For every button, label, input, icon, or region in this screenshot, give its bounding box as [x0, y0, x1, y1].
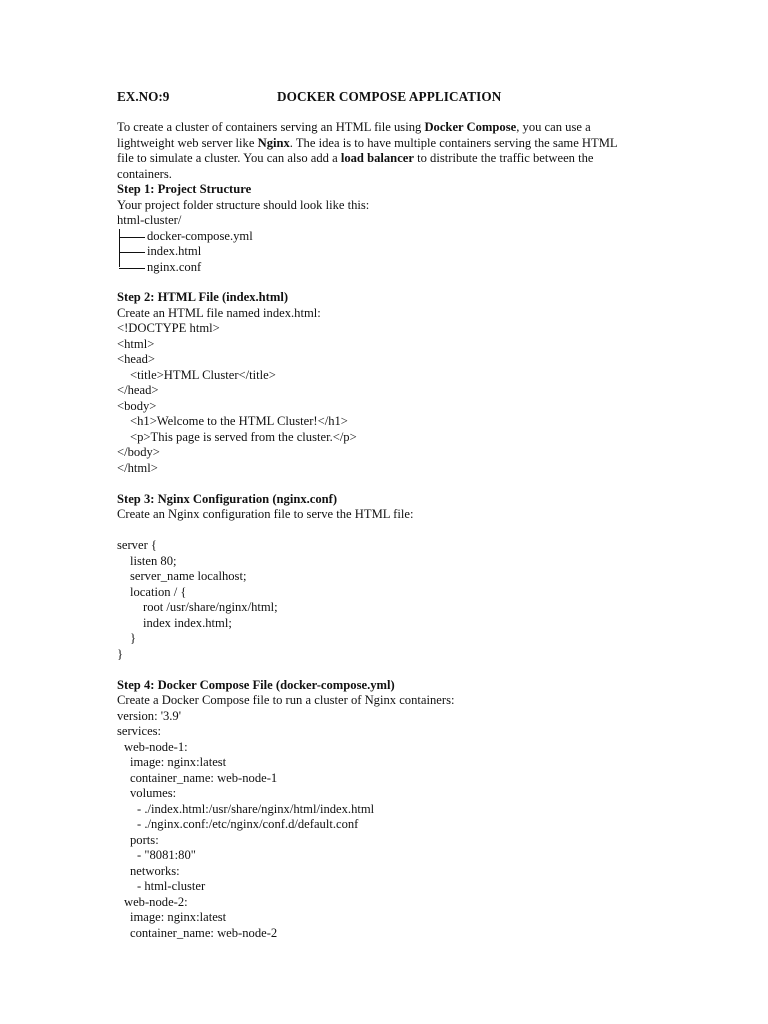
- folder-tree: [117, 213, 657, 275]
- code-line: ports:: [130, 832, 159, 847]
- code-line: server_name localhost;: [130, 569, 247, 583]
- code-line: image: nginx:latest: [130, 755, 227, 769]
- intro-text: lightweight web server like: [117, 135, 258, 150]
- html-code-block: [117, 321, 657, 476]
- intro-text: To create a cluster of containers serving an HTML file using: [117, 120, 425, 134]
- document-page: [117, 82, 657, 941]
- exercise-number: EX.NO:9: [117, 89, 170, 104]
- code-line: location / {: [130, 584, 187, 599]
- code-line: networks:: [130, 863, 180, 878]
- code-line: }: [130, 631, 137, 645]
- tree-file-name: index.html: [147, 244, 202, 258]
- step3-description: Create an Nginx configuration file to serve the HTML file:: [117, 507, 414, 521]
- intro-bold-text: Nginx: [257, 135, 290, 150]
- code-line: <h1>Welcome to the HTML Cluster!</h1>: [130, 414, 348, 428]
- compose-code-block: [117, 709, 657, 942]
- tree-root-folder: html-cluster/: [117, 213, 182, 227]
- tree-branch-line: [119, 237, 145, 238]
- intro-line: containers.: [117, 166, 172, 181]
- intro-paragraph: [117, 120, 657, 182]
- code-line: server {: [117, 538, 157, 552]
- page-title: DOCKER COMPOSE APPLICATION: [277, 89, 502, 104]
- code-line: container_name: web-node-2: [130, 925, 278, 940]
- code-line: - ./nginx.conf:/etc/nginx/conf.d/default.conf: [137, 817, 359, 831]
- intro-bold-text: Docker Compose: [424, 120, 517, 134]
- code-line: web-node-1:: [124, 739, 188, 754]
- code-line: services:: [117, 724, 162, 738]
- tree-file-item: [117, 229, 657, 245]
- tree-file-item: [117, 244, 657, 260]
- nginx-code-block: [117, 538, 657, 662]
- code-line: - "8081:80": [137, 848, 196, 862]
- code-line: <body>: [117, 398, 157, 413]
- code-line: </body>: [117, 445, 160, 459]
- intro-line: [117, 136, 657, 152]
- code-line: <!DOCTYPE html>: [117, 321, 220, 335]
- code-line: web-node-2:: [124, 894, 188, 909]
- spacer: [117, 662, 657, 678]
- tree-file-name: docker-compose.yml: [147, 228, 253, 243]
- code-line: <html>: [117, 336, 155, 351]
- intro-text: file to simulate a cluster. You can also add a: [117, 151, 341, 165]
- code-line: <title>HTML Cluster</title>: [130, 367, 276, 382]
- tree-file-name: nginx.conf: [147, 259, 202, 274]
- step2-heading: Step 2: HTML File (index.html): [117, 290, 289, 304]
- code-line: </head>: [117, 383, 159, 397]
- step4-description: Create a Docker Compose file to run a cluster of Nginx containers:: [117, 693, 455, 707]
- intro-text: . The idea is to have multiple containers serving the same HTML: [289, 135, 618, 150]
- tree-branch-line: [119, 268, 145, 269]
- code-line: index index.html;: [143, 615, 232, 630]
- code-line: }: [117, 646, 124, 661]
- code-line: container_name: web-node-1: [130, 770, 278, 785]
- tree-file-item: [117, 260, 657, 276]
- header-row: [117, 82, 657, 112]
- code-line: - ./index.html:/usr/share/nginx/html/index.html: [137, 801, 375, 816]
- intro-line: [117, 151, 657, 167]
- code-line: listen 80;: [130, 553, 177, 568]
- code-line: image: nginx:latest: [130, 910, 227, 924]
- intro-text: , you can use a: [516, 120, 591, 134]
- code-line: <head>: [117, 352, 155, 366]
- spacer: [117, 523, 657, 539]
- code-line: - html-cluster: [137, 879, 206, 893]
- spacer: [117, 275, 657, 290]
- code-line: <p>This page is served from the cluster.</p>: [130, 429, 357, 444]
- code-line: root /usr/share/nginx/html;: [143, 600, 278, 614]
- tree-items: [117, 229, 657, 276]
- step1-description: Your project folder structure should look like this:: [117, 197, 370, 212]
- intro-text: to distribute the traffic between the: [413, 151, 594, 165]
- code-line: version: '3.9': [117, 708, 182, 723]
- step2-description: Create an HTML file named index.html:: [117, 305, 321, 320]
- step3-heading: Step 3: Nginx Configuration (nginx.conf): [117, 491, 338, 506]
- spacer: [117, 476, 657, 492]
- step1-heading: Step 1: Project Structure: [117, 182, 252, 196]
- code-line: volumes:: [130, 786, 177, 800]
- intro-line: [117, 120, 657, 136]
- step4-heading: Step 4: Docker Compose File (docker-compose.yml): [117, 677, 395, 692]
- code-line: </html>: [117, 460, 158, 475]
- tree-branch-line: [119, 252, 145, 253]
- intro-bold-text: load balancer: [340, 151, 414, 165]
